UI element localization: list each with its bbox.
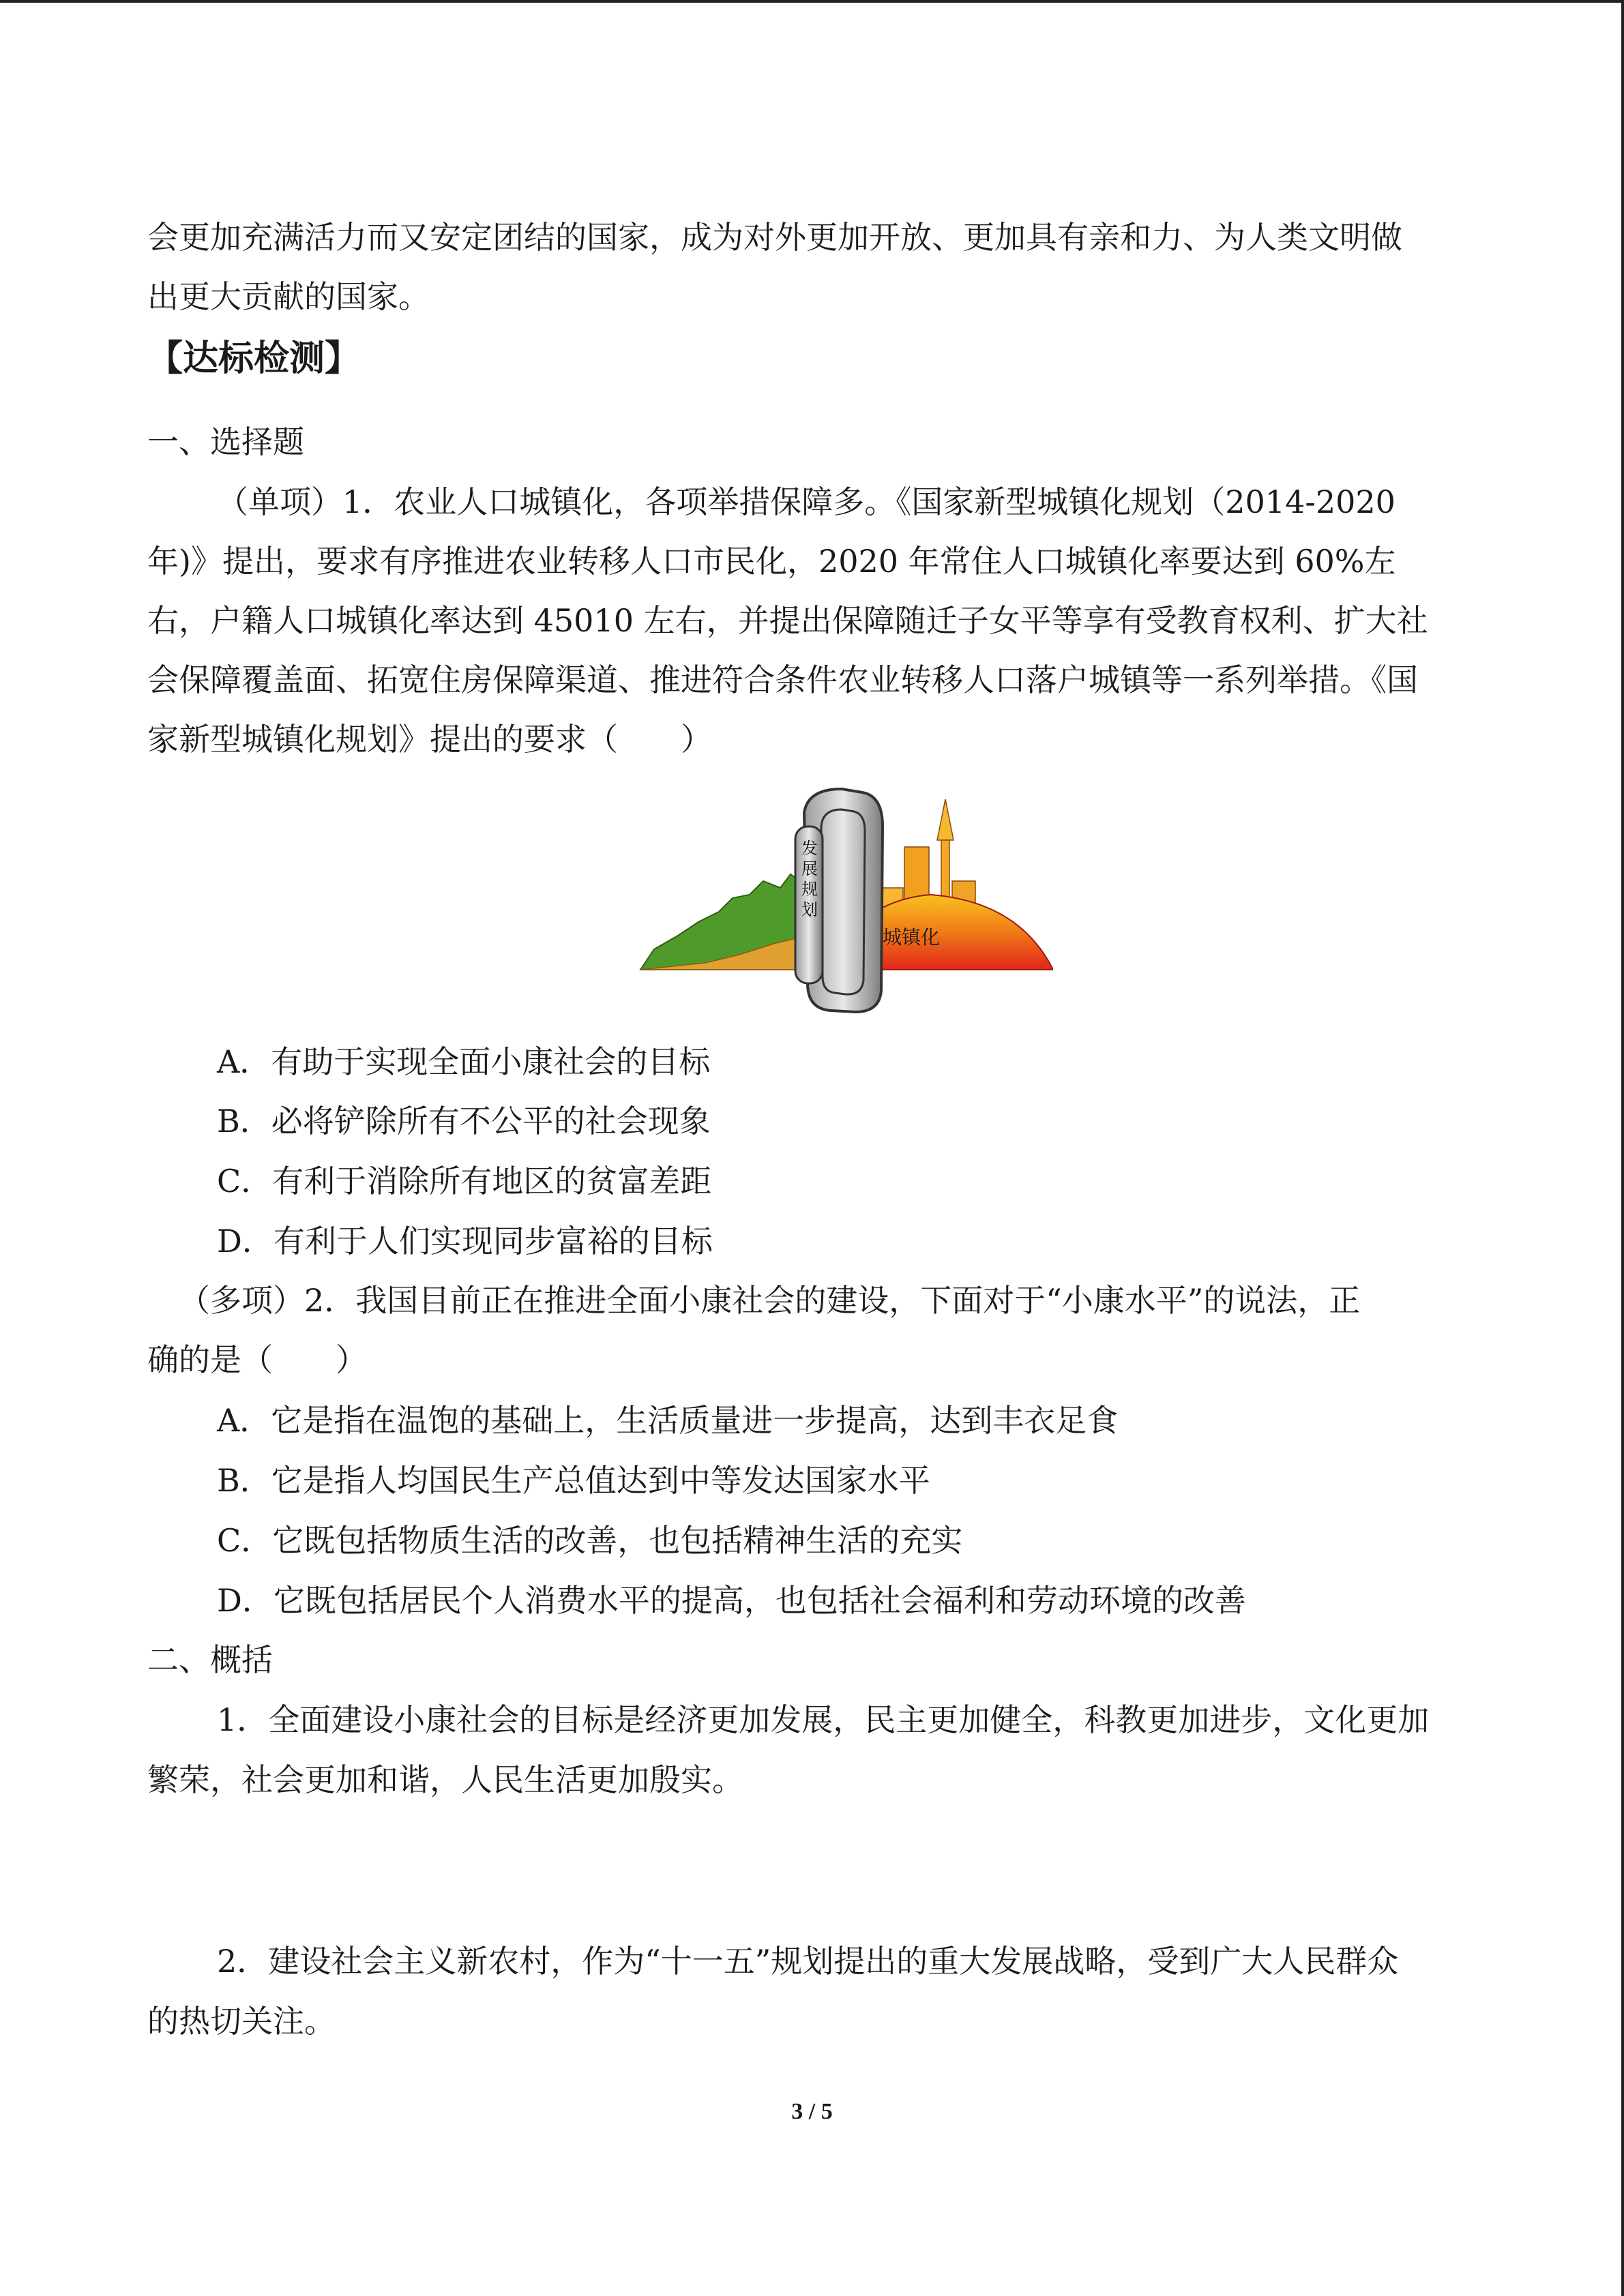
part2-item2-line-2: 的热切关注。 [147,2003,336,2040]
figure-left-label-char-3: 规 [801,880,818,899]
figure-left-label-char-1: 发 [801,839,818,858]
q1-line-5: 家新型城镇化规划》提出的要求（ ） [147,721,712,758]
q2-line-1: （多项）2．我国目前正在推进全面小康社会的建设，下面对于“小康水平”的说法，正 [179,1282,1361,1319]
q1-option-c: C．有利于消除所有地区的贫富差距 [217,1163,712,1199]
q1-option-b: B．必将铲除所有不公平的社会现象 [217,1103,711,1139]
part2-title: 二、概括 [147,1641,273,1678]
part1-title: 一、选择题 [147,423,304,460]
page-border-top [0,0,1624,3]
q1-line-2: 年)》提出，要求有序推进农业转移人口市民化，2020 年常住人口城镇化率要达到 60%左 [147,543,1396,580]
section-title: 【达标检测】 [147,338,361,379]
q2-option-c: C．它既包括物质生活的改善，也包括精神生活的充实 [217,1522,963,1559]
figure-left-label-char-2: 展 [801,859,818,878]
part2-item1-line-1: 1．全面建设小康社会的目标是经济更加发展，民主更加健全，科教更加进步，文化更加 [217,1701,1430,1738]
q2-option-d: D．它既包括居民个人消费水平的提高，也包括社会福利和劳动环境的改善 [217,1582,1246,1619]
page-border-right [1621,0,1624,2296]
part2-item1-line-2: 繁荣，社会更加和谐，人民生活更加殷实。 [147,1761,743,1798]
q2-option-a: A．它是指在温饱的基础上，生活质量进一步提高，达到丰衣足食 [217,1402,1119,1439]
urbanization-illustration [637,765,1053,1019]
page-number: 3 / 5 [791,2099,833,2124]
q2-line-2: 确的是（ ） [147,1341,367,1378]
intro-line-2: 出更大贡献的国家。 [147,278,430,315]
q1-option-a: A．有助于实现全面小康社会的目标 [217,1043,711,1080]
q1-line-4: 会保障覆盖面、拓宽住房保障渠道、推进符合条件农业转移人口落户城镇等一系列举措。《国 [147,661,1418,698]
figure-right-label: 城镇化 [883,926,941,949]
intro-line-1: 会更加充满活力而又安定团结的国家，成为对外更加开放、更加具有亲和力、为人类文明做 [147,219,1402,256]
figure-left-label-char-4: 划 [801,900,818,919]
q1-option-d: D．有利于人们实现同步富裕的目标 [217,1223,713,1259]
q2-option-b: B．它是指人均国民生产总值达到中等发达国家水平 [217,1462,930,1499]
q1-line-3: 右，户籍人口城镇化率达到 45010 左右，并提出保障随迁子女平等享有受教育权利、扩大社 [147,602,1428,639]
q1-line-1: （单项）1．农业人口城镇化，各项举措保障多。《国家新型城镇化规划（2014-2020 [217,483,1396,520]
part2-item2-line-1: 2．建设社会主义新农村，作为“十一五”规划提出的重大发展战略，受到广大人民群众 [217,1943,1399,1980]
